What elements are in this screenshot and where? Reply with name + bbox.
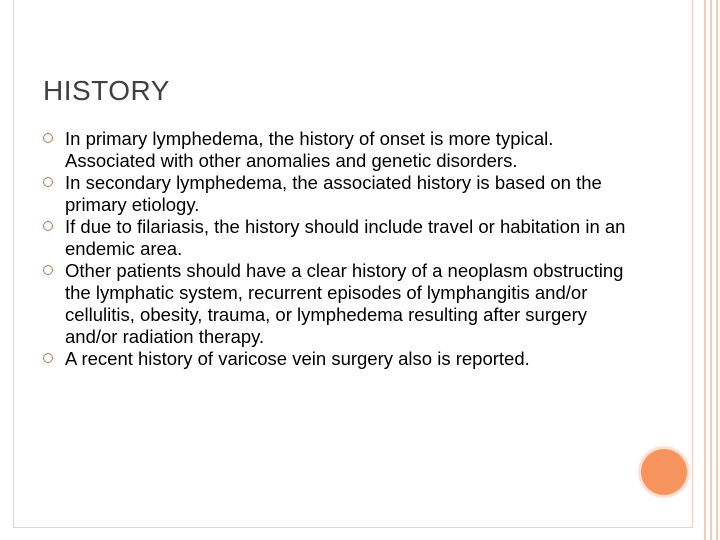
bullet-item — [43, 128, 643, 172]
bullet-text: If due to filariasis, the history should include travel or habitation in an endemic area. — [65, 216, 626, 259]
hollow-circle-bullet-icon — [43, 133, 53, 143]
bullet-list — [43, 128, 643, 370]
bullet-text: Other patients should have a clear history of a neoplasm obstructing the lymphatic system, recurrent episodes of lymphangitis and/or cellulitis, obesity, trauma, or lymphedema resulting after surgery and/or radiation therapy. — [65, 260, 624, 347]
slide-title: HISTORY — [43, 75, 170, 106]
bullet-item — [43, 260, 643, 348]
hollow-circle-bullet-icon — [43, 265, 53, 275]
orange-circle-decoration — [641, 449, 687, 495]
bullet-text: A recent history of varicose vein surgery also is reported. — [65, 348, 530, 369]
decorative-vertical-line — [704, 0, 706, 540]
hollow-circle-bullet-icon — [43, 177, 53, 187]
bullet-item — [43, 348, 643, 370]
decorative-vertical-line — [716, 0, 718, 540]
bullet-item — [43, 172, 643, 216]
bullet-text: In secondary lymphedema, the associated history is based on the primary etiology. — [65, 172, 602, 215]
bullet-text: In primary lymphedema, the history of onset is more typical. Associated with other anomalies and genetic disorders. — [65, 128, 554, 171]
hollow-circle-bullet-icon — [43, 221, 53, 231]
decorative-vertical-line — [710, 0, 712, 540]
hollow-circle-bullet-icon — [43, 353, 53, 363]
bullet-item — [43, 216, 643, 260]
